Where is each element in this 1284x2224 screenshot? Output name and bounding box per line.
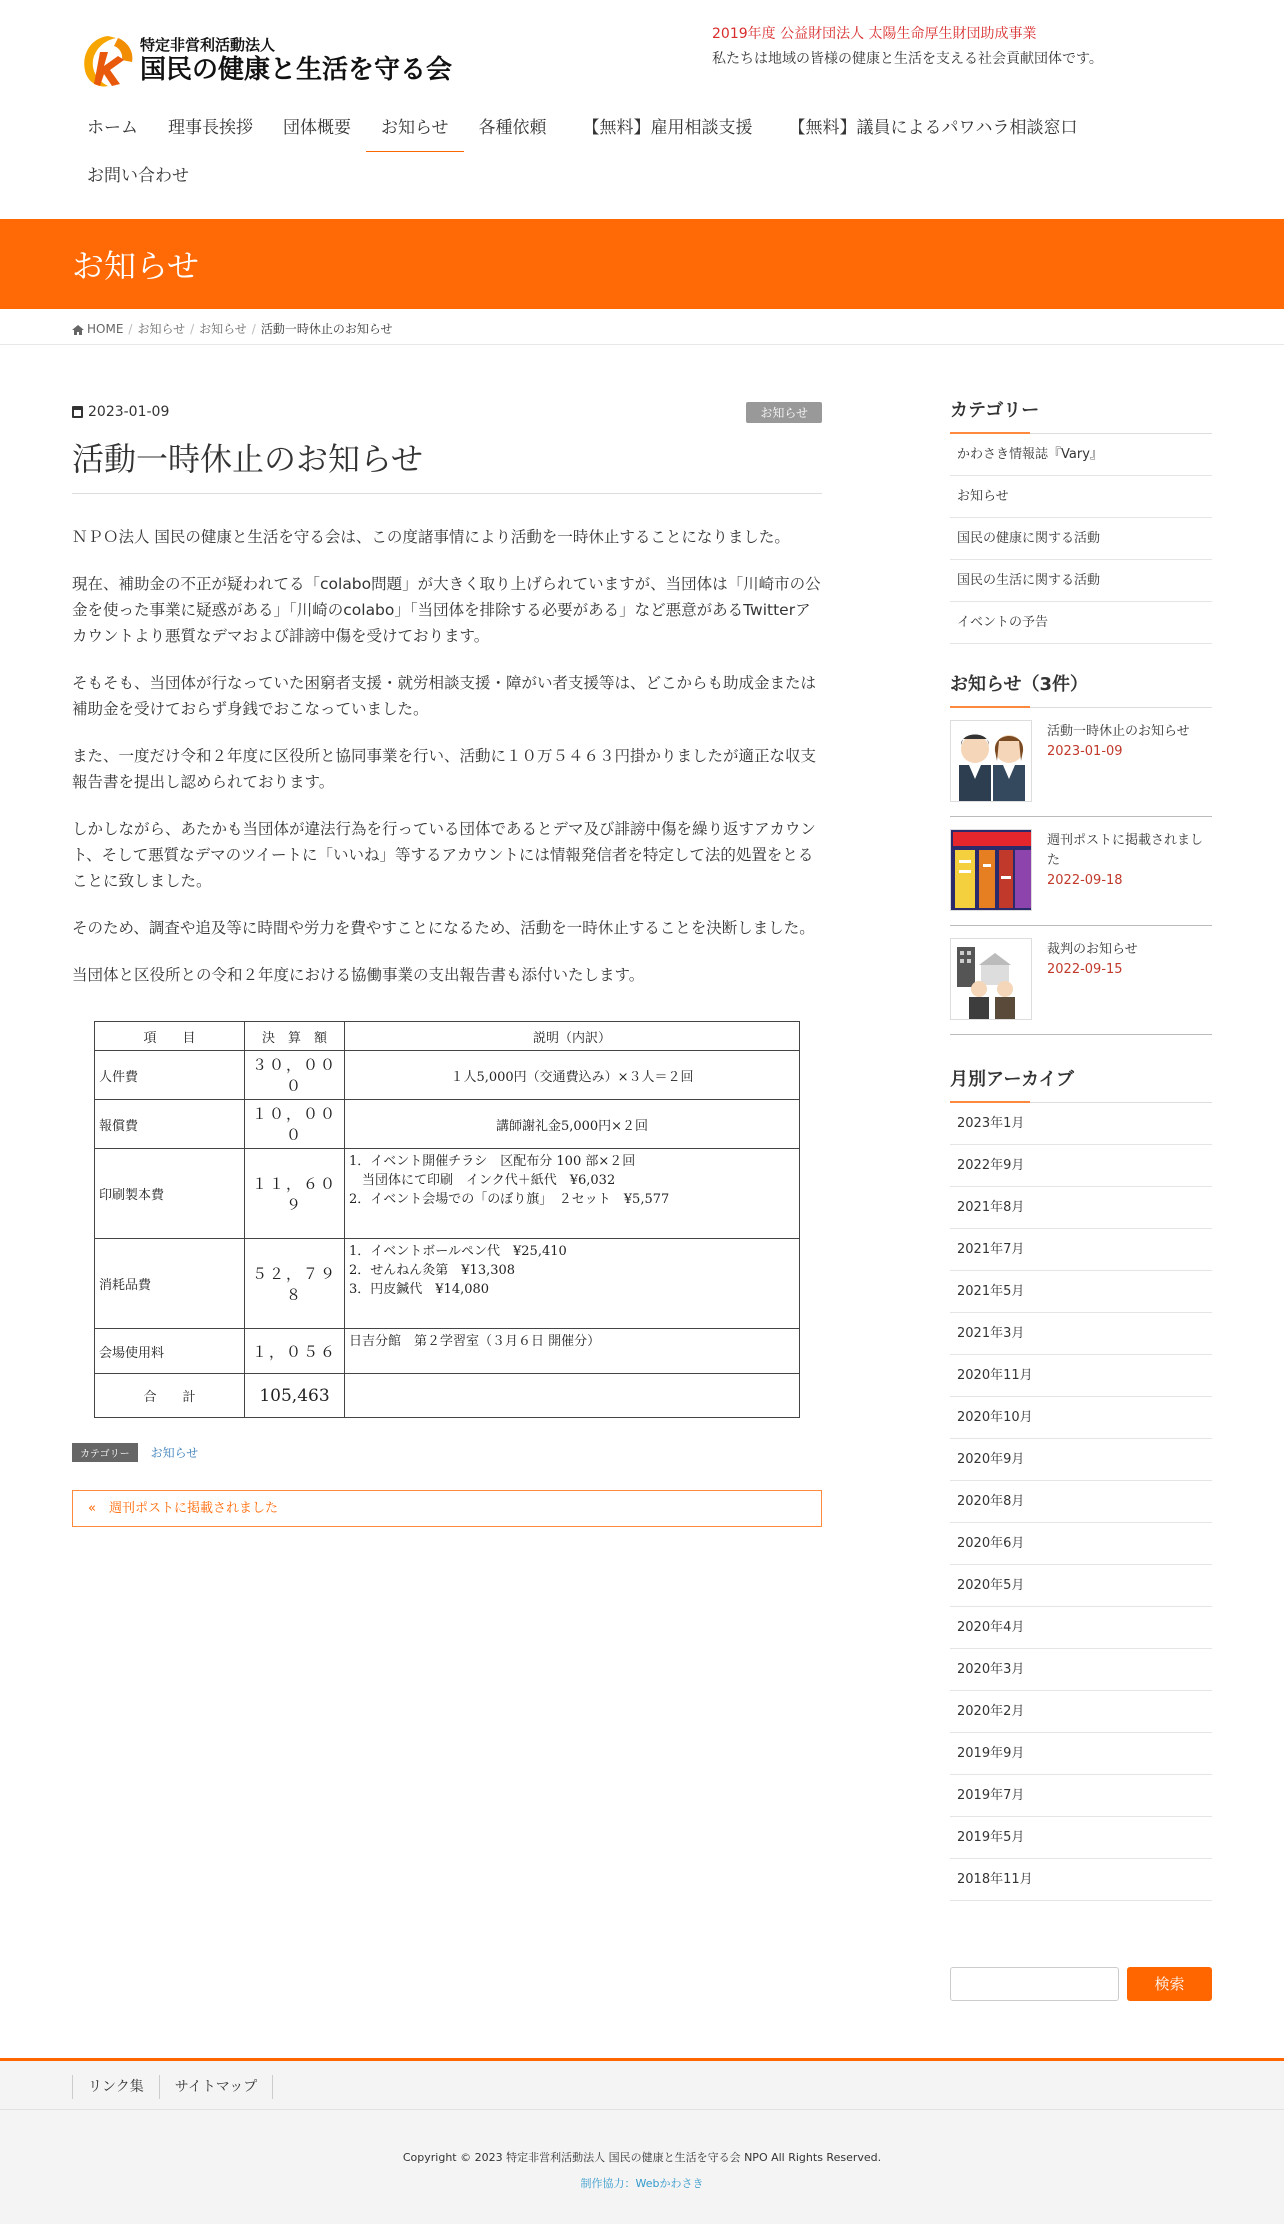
- category-item[interactable]: 国民の生活に関する活動: [950, 560, 1212, 602]
- category-list: [950, 434, 1212, 644]
- logo-subtitle: 特定非営利活動法人: [140, 36, 276, 54]
- post-category-badge[interactable]: お知らせ: [746, 402, 822, 423]
- archive-item[interactable]: 2023年1月: [950, 1103, 1212, 1145]
- news-list: [950, 708, 1212, 1035]
- report-item: 人件費: [95, 1051, 245, 1100]
- post-paragraph: そもそも、当団体が行なっていた困窮者支援・就労相談支援・障がい者支援等は、どこからも助成金または補助金を受けておらず身銭でおこなっていました。: [72, 674, 817, 718]
- report-row: [95, 1149, 800, 1239]
- archive-item[interactable]: 2019年5月: [950, 1817, 1212, 1859]
- post-article: [72, 400, 822, 1527]
- report-header-amount: 決 算 額: [245, 1022, 345, 1051]
- breadcrumb-news-category[interactable]: お知らせ: [199, 322, 247, 336]
- post-paragraph: 当団体と区役所との令和２年度における協働事業の支出報告書も添付いたします。: [72, 966, 645, 984]
- sidebar-news-heading: お知らせ（3件）: [950, 674, 1212, 708]
- archive-item[interactable]: 2020年10月: [950, 1397, 1212, 1439]
- nav-item-contact[interactable]: お問い合わせ: [87, 166, 189, 186]
- report-item: 合 計: [95, 1374, 245, 1418]
- site-logo[interactable]: [78, 30, 452, 92]
- header-note-grant: 2019年度 公益財団法人 太陽生命厚生財団助成事業: [712, 26, 1037, 42]
- news-item[interactable]: [950, 926, 1212, 1035]
- report-item: 印刷製本費: [95, 1149, 245, 1239]
- report-header-item: 項 目: [95, 1022, 245, 1051]
- page-title-band: [0, 219, 1284, 309]
- report-desc-line: 2．イベント会場での「のぼり旗」 ２セット ¥5,577: [349, 1192, 670, 1207]
- global-nav: [72, 104, 1212, 200]
- report-amount: １０，０００: [245, 1100, 345, 1149]
- breadcrumb-separator: /: [190, 321, 195, 336]
- report-desc: 講師謝礼金5,000円×２回: [345, 1100, 800, 1149]
- news-title[interactable]: 裁判のお知らせ: [1047, 942, 1138, 957]
- report-total: 105,463: [245, 1374, 345, 1418]
- expense-report-image: [72, 1009, 822, 1406]
- report-desc-line: 3．円皮鍼代 ¥14,080: [349, 1282, 490, 1297]
- post-paragraph: 現在、補助金の不正が疑われてる「colabo問題」が大きく取り上げられていますが、当団体は「川崎市の公金を使った事業に疑惑がある」「川崎のcolabo」「当団体を排除する必要がある」など悪意があるTwitterアカウントより悪質なデマおよび誹謗中傷を受けております。: [72, 575, 821, 645]
- calendar-icon: [72, 406, 83, 418]
- archive-list: [950, 1103, 1212, 1901]
- footer-nav: [72, 2075, 273, 2099]
- breadcrumb-separator: /: [128, 321, 133, 336]
- copyright: Copyright © 2023 特定非営利活動法人 国民の健康と生活を守る会 NPO All Rights Reserved.: [402, 2151, 882, 2164]
- archive-item[interactable]: 2020年4月: [950, 1607, 1212, 1649]
- news-thumbnail-magazine[interactable]: [950, 829, 1032, 911]
- report-row: [95, 1374, 800, 1418]
- report-desc-line: 1．イベント開催チラシ 区配布分 100 部×２回: [349, 1154, 636, 1169]
- logo-mark-icon: [78, 30, 138, 92]
- post-paragraph: そのため、調査や追及等に時間や労力を費やすことになるため、活動を一時休止することを決断しました。: [72, 919, 815, 937]
- news-date: 2023-01-09: [1047, 744, 1123, 759]
- news-date: 2022-09-18: [1047, 873, 1123, 888]
- page-title: お知らせ: [72, 247, 200, 285]
- news-thumbnail-court[interactable]: [950, 938, 1032, 1020]
- logo-title: 国民の健康と生活を守る会: [140, 55, 453, 85]
- archive-item[interactable]: 2019年9月: [950, 1733, 1212, 1775]
- category-label: カテゴリー: [72, 1443, 138, 1462]
- report-amount: １，０５６: [245, 1329, 345, 1374]
- post-paragraph: また、一度だけ令和２年度に区役所と協同事業を行い、活動に１０万５４６３円掛かりましたが適正な収支報告書を提出し認められております。: [72, 747, 817, 791]
- nav-item-harassment-consult[interactable]: 【無料】議員によるパワハラ相談窓口: [788, 118, 1078, 138]
- archive-item[interactable]: 2020年11月: [950, 1355, 1212, 1397]
- report-amount: １１，６０９: [245, 1149, 345, 1239]
- report-desc: １人5,000円（交通費込み）×３人＝２回: [345, 1051, 800, 1100]
- nav-item-requests[interactable]: 各種依頼: [478, 118, 547, 138]
- footer-link-sitemap[interactable]: サイトマップ: [159, 2075, 273, 2099]
- archive-item[interactable]: 2021年7月: [950, 1229, 1212, 1271]
- site-footer: [0, 2058, 1284, 2224]
- report-item: 会場使用料: [95, 1329, 245, 1374]
- nav-item-home[interactable]: ホーム: [87, 118, 138, 138]
- news-title[interactable]: 活動一時休止のお知らせ: [1047, 724, 1190, 739]
- post-category-link[interactable]: お知らせ: [150, 1446, 199, 1460]
- archive-item[interactable]: 2020年3月: [950, 1649, 1212, 1691]
- home-icon: [72, 324, 84, 334]
- report-item: 報償費: [95, 1100, 245, 1149]
- archive-item[interactable]: 2020年8月: [950, 1481, 1212, 1523]
- nav-item-news[interactable]: お知らせ: [366, 104, 464, 152]
- archive-item[interactable]: 2021年3月: [950, 1313, 1212, 1355]
- post-date: [72, 404, 169, 420]
- breadcrumb-news[interactable]: お知らせ: [137, 322, 186, 336]
- news-title[interactable]: 週刊ポストに掲載されました: [1047, 833, 1204, 868]
- report-row: [95, 1100, 800, 1149]
- archive-item[interactable]: 2019年7月: [950, 1775, 1212, 1817]
- breadcrumb-current: 活動一時休止のお知らせ: [260, 322, 393, 336]
- report-desc-line: 2．せんねん灸第 ¥13,308: [349, 1263, 516, 1278]
- category-item[interactable]: イベントの予告: [950, 602, 1212, 644]
- search-form: [950, 1967, 1212, 2001]
- report-amount: ５２，７９８: [245, 1239, 345, 1329]
- news-item[interactable]: [950, 708, 1212, 817]
- news-item[interactable]: [950, 817, 1212, 926]
- archive-item[interactable]: 2021年8月: [950, 1187, 1212, 1229]
- report-item: 消耗品費: [95, 1239, 245, 1329]
- report-desc-line: 当団体にて印刷 インク代＋紙代 ¥6,032: [349, 1173, 616, 1188]
- credit-link[interactable]: 制作協力：Webかわさき: [580, 2177, 704, 2190]
- footer-divider: [0, 2109, 1284, 2110]
- report-amount: ３０，０００: [245, 1051, 345, 1100]
- sidebar: [950, 400, 1212, 2001]
- expense-report-table: [94, 1021, 800, 1418]
- post-date-text: 2023-01-09: [88, 404, 170, 420]
- archive-item[interactable]: 2020年6月: [950, 1523, 1212, 1565]
- post-footer: [72, 1443, 822, 1462]
- search-input[interactable]: [950, 1967, 1119, 2001]
- archive-item[interactable]: 2020年5月: [950, 1565, 1212, 1607]
- report-row: [95, 1239, 800, 1329]
- category-item[interactable]: お知らせ: [950, 476, 1212, 518]
- archive-item[interactable]: 2020年9月: [950, 1439, 1212, 1481]
- archive-item[interactable]: 2022年9月: [950, 1145, 1212, 1187]
- archive-item[interactable]: 2021年5月: [950, 1271, 1212, 1313]
- breadcrumb-home[interactable]: HOME: [87, 321, 124, 336]
- search-button[interactable]: 検索: [1127, 1967, 1212, 2001]
- sidebar-archive-heading: 月別アーカイブ: [950, 1069, 1212, 1103]
- post-paragraph: ＮＰＯ法人 国民の健康と生活を守る会は、この度諸事情により活動を一時休止することになりました。: [72, 528, 790, 546]
- report-desc-line: 1．イベントボールペン代 ¥25,410: [349, 1244, 567, 1259]
- report-header-desc: 説明（内訳）: [345, 1022, 800, 1051]
- category-item[interactable]: かわさき情報誌『Vary』: [950, 434, 1212, 476]
- news-thumbnail-apology[interactable]: [950, 720, 1032, 802]
- previous-post-link[interactable]: « 週刊ポストに掲載されました: [72, 1490, 822, 1527]
- archive-item[interactable]: 2020年2月: [950, 1691, 1212, 1733]
- report-desc: 日吉分館 第２学習室（３月６日 開催分）: [345, 1329, 800, 1374]
- nav-item-about[interactable]: 団体概要: [283, 118, 351, 138]
- report-row: [95, 1051, 800, 1100]
- post-body: [72, 524, 822, 988]
- sidebar-category-heading: カテゴリー: [950, 400, 1212, 434]
- news-date: 2022-09-15: [1047, 962, 1123, 977]
- breadcrumb-separator: /: [251, 321, 256, 336]
- site-header: [0, 0, 1284, 219]
- footer-link-links[interactable]: リンク集: [72, 2075, 159, 2099]
- post-title: 活動一時休止のお知らせ: [72, 437, 822, 494]
- report-row: [95, 1329, 800, 1374]
- category-item[interactable]: 国民の健康に関する活動: [950, 518, 1212, 560]
- nav-item-employment-support[interactable]: 【無料】雇用相談支援: [582, 118, 753, 138]
- breadcrumb: [0, 309, 1284, 345]
- post-paragraph: しかしながら、あたかも当団体が違法行為を行っている団体であるとデマ及び誹謗中傷を繰り返すアカウント、そして悪質なデマのツイートに「いいね」等するアカウントには情報発信者を特定して法的処置をとることに致しました。: [72, 820, 816, 890]
- archive-item[interactable]: 2018年11月: [950, 1859, 1212, 1901]
- header-note: [712, 22, 1103, 72]
- nav-item-greeting[interactable]: 理事長挨拶: [168, 118, 253, 138]
- report-desc: [345, 1374, 800, 1418]
- header-note-tagline: 私たちは地域の皆様の健康と生活を支える社会貢献団体です。: [712, 51, 1103, 67]
